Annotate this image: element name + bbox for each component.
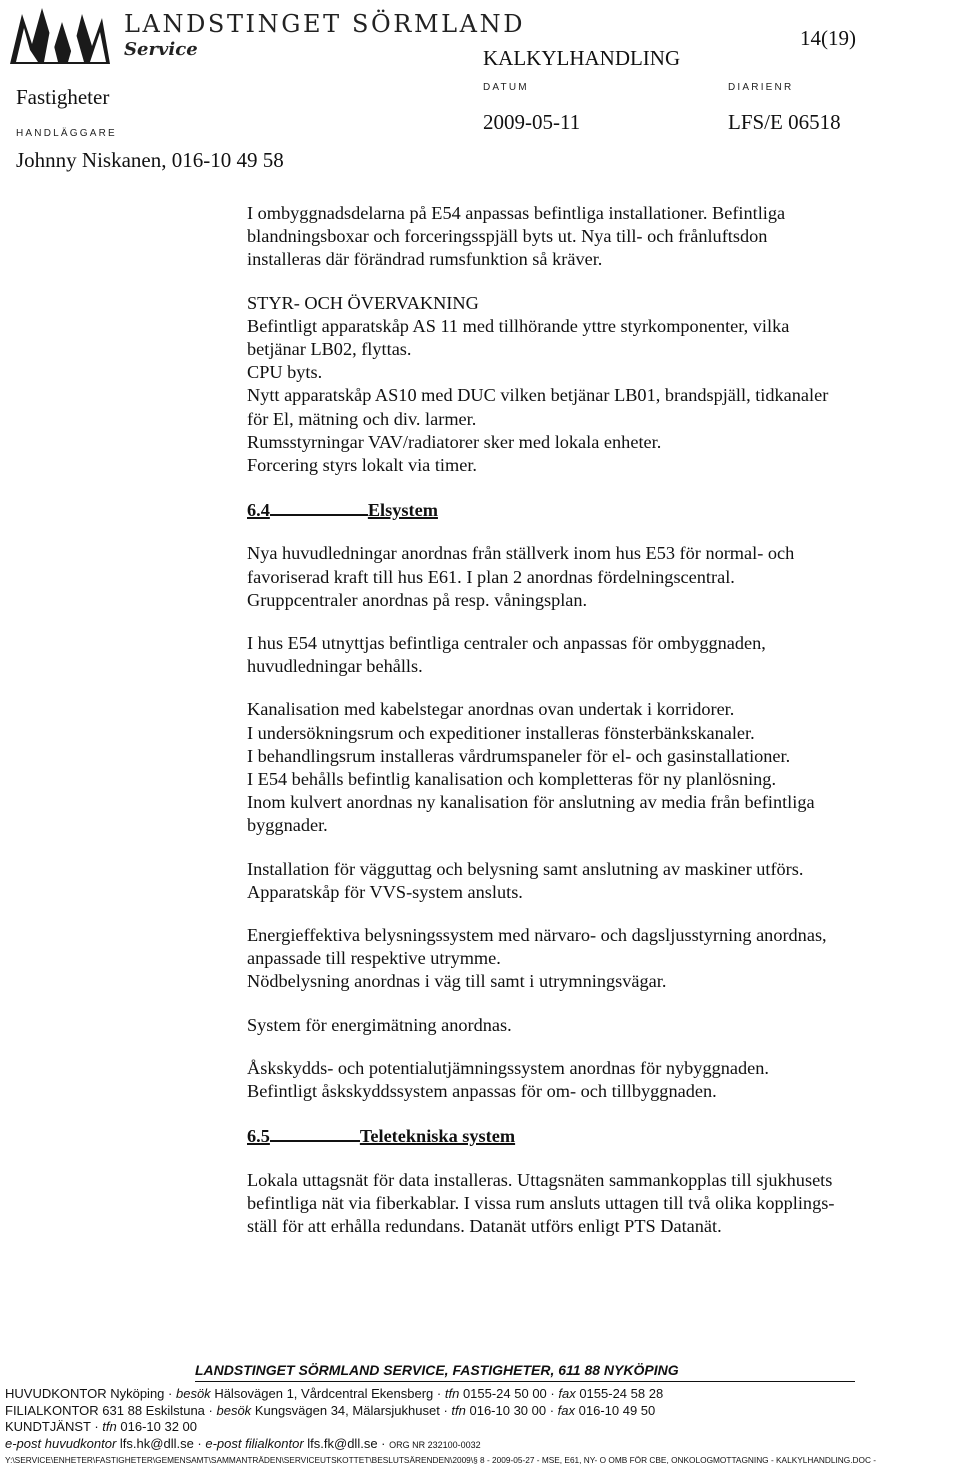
- text-line: I E54 behålls befintlig kanalisation och kompletteras för ny planlösning.: [247, 769, 777, 790]
- text-line: Installation för vägguttag och belysning samt anslutning av maskiner utförs.: [247, 858, 804, 879]
- text-line: Gruppcentraler anordnas på resp. våningsplan.: [247, 589, 588, 610]
- footer-text: 016-10 32 00: [120, 1419, 197, 1435]
- footer-text: FILIALKONTOR 631 88 Eskilstuna: [5, 1402, 205, 1418]
- footer-text: fax: [558, 1386, 576, 1401]
- text-line: för El, mätning och div. larmer.: [247, 408, 477, 429]
- logo-title: LANDSTINGET SÖRMLAND: [124, 10, 526, 38]
- footer-contact: [5, 1386, 955, 1453]
- footer-branch-office: FILIALKONTOR 631 88 Eskilstuna · besök Kungsvägen 34, Mälarsjukhuset · tfn 016-10 30 00 · fax 016-10 49 50: [5, 1402, 656, 1418]
- logo-emblem-icon: [10, 4, 110, 64]
- text-line: betjänar LB02, flyttas.: [247, 339, 412, 360]
- footer-head-office: HUVUDKONTOR Nyköping · besök Hälsovägen 1, Vårdcentral Ekensberg · tfn 0155-24 50 00 · fax 0155-24 58 28: [5, 1386, 664, 1401]
- registry-number-label: DIARIENR: [728, 82, 794, 93]
- case-officer-label: HANDLÄGGARE: [16, 128, 117, 139]
- text-line: byggnader.: [247, 815, 328, 836]
- document-type: KALKYLHANDLING: [483, 46, 681, 70]
- footer-text: tfn: [444, 1386, 460, 1401]
- footer-text: e-post huvudkontor: [5, 1435, 117, 1451]
- text-line: favoriserad kraft till hus E61. I plan 2 anordnas fördelningscentral.: [247, 566, 735, 587]
- text-line: blandningsboxar och forceringsspjäll byts ut. Nya till- och frånluftsdon: [247, 226, 768, 247]
- el-paragraph: [247, 698, 907, 837]
- footer-text: HUVUDKONTOR Nyköping: [5, 1386, 165, 1401]
- section-title: Teletekniska system: [359, 1126, 516, 1147]
- footer-org-number: ORG NR 232100-0032: [389, 1439, 481, 1450]
- tele-paragraph: [247, 1169, 907, 1239]
- footer-text: 0155-24 50 00: [462, 1386, 547, 1401]
- text-line: Forcering styrs lokalt via timer.: [247, 455, 477, 476]
- text-line: huvudledningar behålls.: [247, 656, 423, 677]
- text-line: I hus E54 utnyttjas befintliga centraler och anpassas för ombyggnaden,: [247, 633, 766, 654]
- footer-text: Hälsovägen 1, Vårdcentral Ekensberg: [214, 1386, 434, 1401]
- footer-email: e-post huvudkontor lfs.hk@dll.se · e-post filialkontor lfs.fk@dll.se · ORG NR 232100-0032: [5, 1435, 481, 1451]
- el-paragraph: [247, 858, 907, 904]
- text-line: Rumsstyrningar VAV/radiatorer sker med lokala enheter.: [247, 431, 662, 452]
- el-paragraph: [247, 1014, 907, 1037]
- text-line: anpassade till respektive utrymme.: [247, 948, 501, 969]
- text-line: Energieffektiva belysningssystem med närvaro- och dagsljusstyrning anordnas,: [247, 925, 827, 946]
- footer-text: tfn: [451, 1402, 466, 1418]
- file-path: Y:\SERVICE\ENHETER\FASTIGHETER\GEMENSAMT\SAMMANTRÄDEN\SERVICEUTSKOTTET\BESLUTSÄRENDEN\2009\§ 8 - 2009-05-27 - MSE, E61, NY- O OMB FÖR CBE, ONKOLOGMOTTAGNING - KALKYLHANDLING.DOC -: [5, 1455, 877, 1465]
- text-line: Apparatskåp för VVS-system ansluts.: [247, 881, 523, 902]
- footer-email-link[interactable]: lfs.hk@dll.se: [119, 1435, 194, 1451]
- footer-text: 016-10 49 50: [578, 1402, 656, 1418]
- text-line: CPU byts.: [247, 362, 323, 383]
- control-monitoring-paragraph: [247, 292, 907, 478]
- text-line: Kanalisation med kabelstegar anordnas ovan undertak i korridorer.: [247, 699, 735, 720]
- registry-number-value: LFS/E 06518: [728, 110, 841, 134]
- text-line: Inom kulvert anordnas ny kanalisation för anslutning av media från befintliga: [247, 792, 815, 813]
- section-heading-6-4: [247, 497, 907, 522]
- text-line: Nödbelysning anordnas i väg till samt i utrymningsvägar.: [247, 971, 667, 992]
- page-number: 14(19): [800, 26, 856, 50]
- text-line: STYR- OCH ÖVERVAKNING: [247, 292, 479, 313]
- footer-email-link[interactable]: lfs.fk@dll.se: [307, 1435, 378, 1451]
- logo-subtitle: Service: [124, 39, 198, 60]
- text-line: befintliga nät via fiberkablar. I vissa rum ansluts uttagen till två olika kopplings-: [247, 1192, 835, 1213]
- text-line: Befintligt åskskyddssystem anpassas för om- och tillbyggnaden.: [247, 1081, 717, 1102]
- footer-divider: [195, 1381, 855, 1382]
- department: Fastigheter: [16, 85, 110, 109]
- case-officer-value: Johnny Niskanen, 016-10 49 58: [16, 148, 284, 172]
- text-line: Åskskydds- och potentialutjämningssystem anordnas för nybyggnaden.: [247, 1057, 769, 1078]
- footer-text: fax: [557, 1402, 576, 1418]
- text-line: Nytt apparatskåp AS10 med DUC vilken betjänar LB01, brandspjäll, tidkanaler: [247, 385, 829, 406]
- heading-underline: [270, 1123, 360, 1142]
- el-paragraph: [247, 632, 907, 678]
- section-number: 6.5: [247, 1126, 270, 1147]
- text-line: Nya huvudledningar anordnas från ställverk inom hus E53 för normal- och: [247, 543, 795, 564]
- heading-underline: [270, 497, 368, 516]
- date-label: DATUM: [483, 82, 529, 93]
- footer-text: besök: [175, 1386, 211, 1401]
- footer-company: LANDSTINGET SÖRMLAND SERVICE, FASTIGHETER, 611 88 NYKÖPING: [195, 1362, 679, 1378]
- text-line: System för energimätning anordnas.: [247, 1014, 512, 1035]
- footer-text: e-post filialkontor: [205, 1435, 304, 1451]
- footer-text: 0155-24 58 28: [579, 1386, 664, 1401]
- section-title: Elsystem: [367, 500, 438, 521]
- intro-paragraph: [247, 202, 907, 272]
- text-line: I undersökningsrum och expeditioner installeras fönsterbänkskanaler.: [247, 722, 755, 743]
- section-heading-6-5: [247, 1123, 907, 1148]
- text-line: I ombyggnadsdelarna på E54 anpassas befintliga installationer. Befintliga: [247, 203, 786, 223]
- footer-text: Kungsvägen 34, Mälarsjukhuset: [254, 1402, 440, 1418]
- document-body: [247, 202, 907, 1258]
- el-paragraph: [247, 542, 907, 612]
- footer-text: KUNDTJÄNST: [5, 1419, 91, 1435]
- el-paragraph: [247, 1057, 907, 1103]
- footer-text: tfn: [102, 1419, 117, 1435]
- text-line: Lokala uttagsnät för data installeras. Uttagsnäten sammankopplas till sjukhusets: [247, 1169, 833, 1190]
- el-paragraph: [247, 924, 907, 994]
- text-line: ställ för att erhålla redundans. Datanät utförs enligt PTS Datanät.: [247, 1215, 722, 1236]
- date-value: 2009-05-11: [483, 110, 581, 134]
- text-line: I behandlingsrum installeras vårdrumspaneler för el- och gasinstallationer.: [247, 745, 791, 766]
- footer-text: besök: [216, 1402, 252, 1418]
- organization-logo: [10, 4, 526, 66]
- footer-text: 016-10 30 00: [469, 1402, 547, 1418]
- text-line: Befintligt apparatskåp AS 11 med tillhörande yttre styrkomponenter, vilka: [247, 315, 790, 336]
- text-line: installeras där förändrad rumsfunktion så kräver.: [247, 249, 603, 270]
- section-number: 6.4: [247, 500, 270, 521]
- footer-customer-service: KUNDTJÄNST · tfn 016-10 32 00: [5, 1419, 197, 1435]
